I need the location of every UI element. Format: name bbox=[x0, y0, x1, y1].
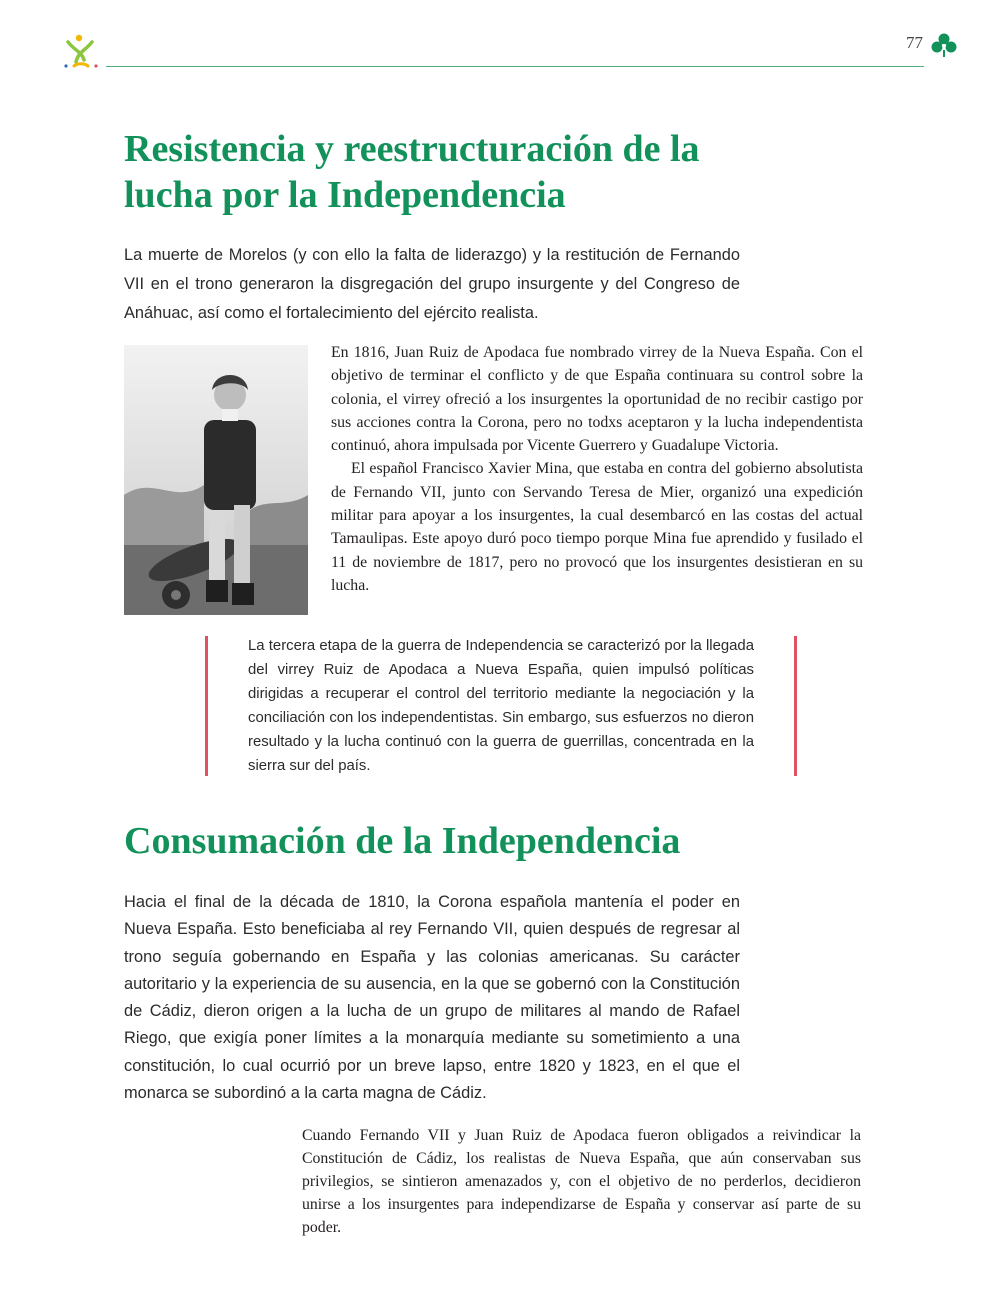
apodaca-paragraph: En 1816, Juan Ruiz de Apodaca fue nombrado virrey de la Nueva España. Con el objetivo de terminar el conflicto y de que España continuara su control sobre la colonia, el virrey ofreció a los insurgentes la oportunidad de no recibir castigo por sus acciones contra la Corona, pero no todxs aceptaron y la lucha independentista continuó, ahora impulsada por Vicente Guerrero y Guadalupe Victoria. bbox=[331, 344, 863, 455]
callout-bar-right bbox=[794, 636, 797, 776]
section-title-consumacion: Consumación de la Independencia bbox=[124, 820, 681, 862]
page-number: 77 bbox=[906, 33, 923, 52]
callout-bar-left bbox=[205, 636, 208, 776]
figure-logo-icon bbox=[60, 30, 104, 74]
callout-text: La tercera etapa de la guerra de Independencia se caracterizó por la llegada del virrey Ruiz de Apodaca a Nueva España, quien impulsó políticas dirigidas a recuperar el control del territorio mediante la negociación y la conciliación con los independentistas. Sin embargo, sus esfuerzos no dieron resultado y la lucha continuó con la guerra de guerrillas, concentrada en la sierra sur del país. bbox=[248, 638, 754, 774]
header-rule bbox=[106, 66, 924, 67]
intro-paragraph: La muerte de Morelos (y con ello la falta de liderazgo) y la restitución de Fernando VII en el trono generaron la disgregación del grupo insurgente y del Congreso de Anáhuac, así como el fortalecimiento del ejército realista. bbox=[124, 246, 740, 322]
clover-icon bbox=[930, 32, 958, 58]
mina-paragraph: El español Francisco Xavier Mina, que estaba en contra del gobierno absolutista de Fernando VII, junto con Servando Teresa de Mier, organizó una expedición militar para apoyar a los insurgentes, la cual desembarcó en las costas del actual Tamaulipas. Este apoyo duró poco tiempo porque Mina fue aprendido y fusilado el 11 de noviembre de 1817, pero no provocó que los insurgentes desistieran en su lucha. bbox=[331, 460, 863, 594]
apodaca-text-column bbox=[331, 341, 863, 597]
closing-paragraph: Cuando Fernando VII y Juan Ruiz de Apodaca fueron obligados a reivindicar la Constitución de Cádiz, los realistas de Nueva España, que aún conservaban sus privilegios, se sintieron amenazados y, con el objetivo de no perderlos, decidieron unirse a los insurgentes para independizarse de España y conservar así parte de su poder. bbox=[302, 1127, 861, 1236]
section-title-resistencia: Resistencia y reestructuración de la lucha por la Independencia bbox=[124, 128, 700, 216]
apodaca-portrait bbox=[124, 345, 308, 615]
consumacion-paragraph: Hacia el final de la década de 1810, la Corona española mantenía el poder en Nueva España. Esto beneficiaba al rey Fernando VII, quien después de regresar al trono seguía gobernando en España y las colonias americanas. Su carácter autoritario y la experiencia de su ausencia, en la que se gobernó con la Constitución de Cádiz, dieron origen a la lucha de un grupo de militares al mando de Rafael Riego, que exigía poner límites a la monarquía mediante su sometimiento a una constitución, lo cual ocurrió por un breve lapso, entre 1820 y 1823, en el que el monarca se subordinó a la carta magna de Cádiz. bbox=[124, 893, 740, 1103]
